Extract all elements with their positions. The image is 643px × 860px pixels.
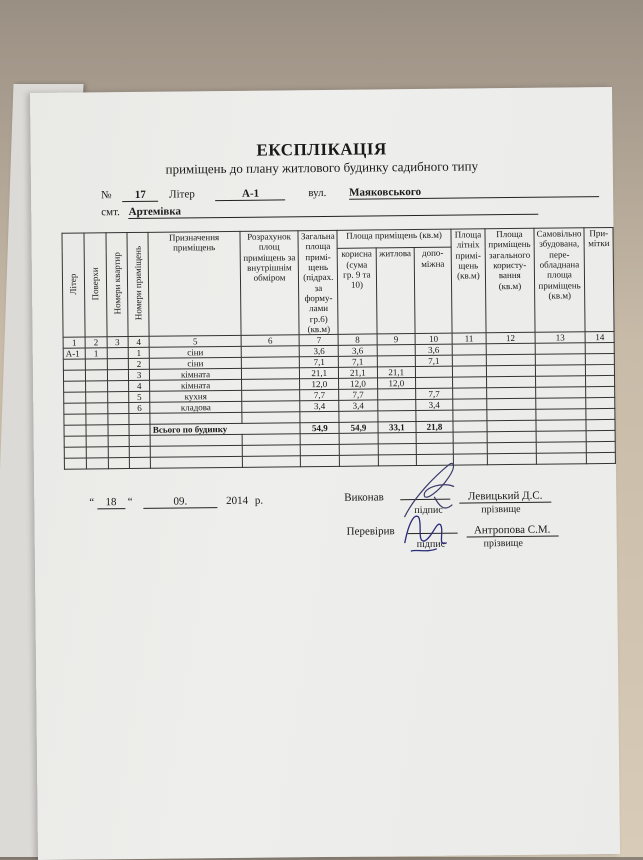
cell-room: 6 — [129, 403, 151, 414]
header-room-numbers: Номери приміщень — [127, 232, 149, 337]
village-label: смт. — [101, 206, 120, 219]
column-number: 1 — [63, 337, 85, 348]
header-useful: корисна (сума гр. 9 та 10) — [337, 248, 376, 335]
total-total: 54,9 — [300, 423, 339, 434]
surname-caption: прізвище — [481, 503, 521, 516]
number-label: № — [101, 189, 112, 202]
column-number: 13 — [535, 332, 586, 344]
cell-useful: 12,0 — [339, 378, 377, 389]
column-number: 11 — [452, 333, 486, 344]
cell-liter: А-1 — [63, 348, 85, 359]
street-label: вул. — [308, 186, 327, 200]
cell-purpose: кухня — [150, 391, 242, 403]
header-living: житлова — [376, 248, 415, 335]
cell-total: 3,6 — [300, 346, 339, 357]
cell-purpose: кладова — [150, 402, 242, 414]
total-label: Всього по будинку — [150, 423, 300, 436]
column-number: 4 — [128, 337, 150, 348]
column-number: 14 — [585, 332, 614, 343]
cell-useful: 21,1 — [339, 367, 377, 378]
surname-caption: прізвище — [483, 537, 523, 550]
cell-room: 2 — [128, 359, 150, 370]
date-year: 2014 — [226, 494, 249, 508]
header-notes: При-мітки — [584, 227, 614, 332]
column-number: 6 — [241, 335, 300, 347]
cell-room: 3 — [128, 370, 150, 381]
column-number: 10 — [415, 334, 452, 345]
cell-room: 1 — [128, 348, 150, 359]
quote-close: “ — [127, 495, 133, 509]
date-month: 09. — [143, 495, 217, 509]
cell-purpose: сіни — [150, 358, 242, 370]
cell-room: 4 — [128, 381, 150, 392]
village-value: Артемівка — [129, 202, 539, 219]
column-number: 3 — [107, 337, 129, 348]
cell-aux: 7,7 — [416, 389, 453, 400]
liter-label: Літер — [169, 188, 195, 201]
column-number: 7 — [299, 335, 338, 346]
cell-apartment — [107, 348, 129, 359]
total-useful: 54,9 — [339, 422, 377, 433]
cell-aux — [416, 378, 453, 389]
document-page — [30, 87, 620, 860]
total-aux: 21,8 — [416, 422, 453, 433]
column-number: 2 — [85, 337, 107, 348]
executed-label: Виконав — [344, 491, 384, 504]
document-subtitle: приміщень до плану житлового будинку садибного типу — [165, 158, 479, 177]
column-number: 8 — [338, 334, 376, 345]
cell-useful: 3,6 — [338, 345, 376, 356]
number-value: 17 — [122, 189, 158, 202]
date-day: 18 — [97, 496, 125, 509]
cell-aux: 3,6 — [415, 345, 452, 356]
signature-caption: підпис — [414, 504, 443, 517]
header-summer: Площа літніх примі-щень (кв.м) — [451, 229, 486, 334]
date-line — [89, 495, 263, 510]
cell-living — [377, 345, 416, 356]
total-living: 33,1 — [378, 422, 417, 433]
liter-value: А-1 — [215, 187, 285, 201]
column-number: 5 — [149, 336, 241, 348]
cell-total: 7,7 — [300, 390, 339, 401]
checked-label: Перевірив — [346, 525, 395, 538]
header-purpose: Призначення приміщень — [148, 231, 241, 336]
cell-living: 12,0 — [377, 378, 416, 389]
document-title: ЕКСПЛІКАЦІЯ — [256, 139, 387, 160]
header-area-group: Площа приміщень (кв.м) — [337, 229, 451, 248]
cell-living — [377, 400, 416, 411]
cell-room: 5 — [129, 392, 151, 403]
cell-floor: 1 — [85, 348, 107, 359]
cell-total: 7,1 — [300, 357, 339, 368]
cell-purpose: кімната — [150, 380, 242, 392]
header-self-built: Самовільно збудована, пере-обладнана площа приміщень (кв.м) — [534, 228, 586, 333]
header-apartments: Номери квартир — [106, 233, 128, 338]
column-number: 12 — [486, 333, 535, 345]
address-line-1 — [101, 184, 599, 202]
cell-living — [377, 389, 416, 400]
cell-total: 3,4 — [300, 401, 339, 412]
street-value: Маяковського — [349, 184, 599, 200]
header-calc: Розрахунок площ приміщень за внутрішнім обміром — [240, 231, 300, 336]
quote-open: “ — [89, 496, 95, 509]
column-number: 9 — [377, 334, 416, 345]
header-floors: Поверхи — [84, 233, 106, 338]
cell-useful: 3,4 — [339, 400, 377, 411]
checker-signature — [396, 503, 467, 564]
cell-living: 21,1 — [377, 367, 416, 378]
cell-useful: 7,7 — [339, 389, 377, 400]
executor-name: Левицький Д.С. — [459, 490, 551, 504]
checker-name: Антропова С.М. — [466, 524, 558, 538]
header-common: Площа приміщень загального користу-вання (кв.м) — [485, 228, 535, 333]
date-suffix: р. — [254, 494, 264, 507]
header-auxiliary: допо-міжна — [414, 247, 452, 334]
cell-aux — [415, 367, 452, 378]
address-line-2 — [101, 202, 538, 220]
cell-useful: 7,1 — [339, 356, 377, 367]
cell-total: 12,0 — [300, 379, 339, 390]
header-total-area: Загальна площа примі-щень (підрах. за форму-лами гр.6) (кв.м) — [298, 230, 338, 335]
signature-caption: підпис — [416, 538, 446, 551]
cell-purpose: сіни — [150, 347, 242, 359]
cell-purpose: кімната — [150, 369, 242, 381]
header-liter: Літер — [62, 233, 85, 338]
cell-total: 21,1 — [300, 368, 339, 379]
cell-aux: 7,1 — [415, 356, 452, 367]
cell-calc — [241, 346, 300, 358]
cell-living — [377, 356, 416, 367]
cell-aux: 3,4 — [416, 400, 453, 411]
explication-table — [61, 227, 615, 470]
